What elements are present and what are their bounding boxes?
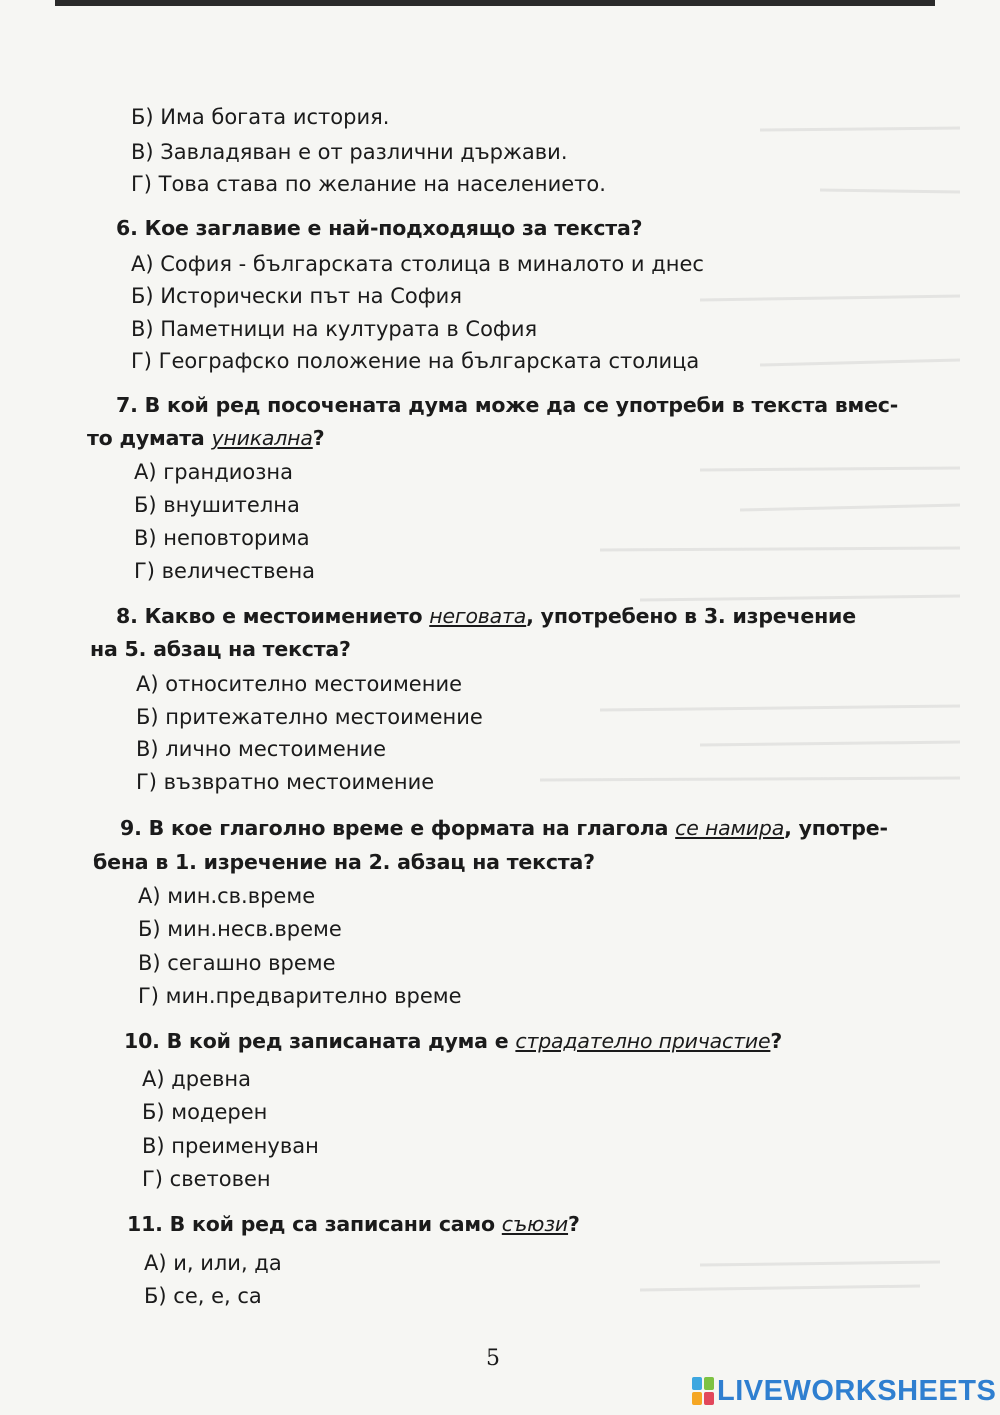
liveworksheets-brand[interactable] xyxy=(692,1374,996,1408)
top-border-rule xyxy=(55,0,935,6)
q5-option-b: Б) Има богата история. xyxy=(131,105,390,129)
q8-question-line1: 8. Какво е местоимението неговата, употребено в 3. изречение xyxy=(116,604,856,628)
q6-question: 6. Кое заглавие е най-подходящо за текста? xyxy=(116,216,643,240)
q7-question-line2: то думата уникална? xyxy=(87,426,325,450)
q9-option-a: А) мин.св.време xyxy=(138,884,316,908)
q10-option-b: Б) модерен xyxy=(142,1100,268,1124)
q7-question-line1: 7. В кой ред посочената дума може да се употреби в текста вмес- xyxy=(116,393,899,417)
q8-target-word: неговата xyxy=(429,604,527,628)
q10-target-word: страдателно причастие xyxy=(515,1029,771,1053)
q7-option-b: Б) внушителна xyxy=(134,493,300,517)
q11-question: 11. В кой ред са записани само съюзи? xyxy=(127,1212,580,1236)
q9-option-g: Г) мин.предварително време xyxy=(138,984,462,1008)
liveworksheets-logo-icon xyxy=(692,1377,714,1405)
brand-name: LIVEWORKSHEETS xyxy=(717,1374,997,1407)
q10-option-v: В) преименуван xyxy=(142,1134,319,1158)
q8-question-line2: на 5. абзац на текста? xyxy=(90,637,351,661)
q7-target-word: уникална xyxy=(211,426,313,450)
q10-question: 10. В кой ред записаната дума е страдателно причастие? xyxy=(124,1029,783,1053)
q10-option-a: А) древна xyxy=(142,1067,251,1091)
q9-target-word: се намира xyxy=(675,816,785,840)
q6-option-g: Г) Географско положение на българската столица xyxy=(131,349,700,373)
q8-option-v: В) лично местоимение xyxy=(136,737,387,761)
q11-option-a: А) и, или, да xyxy=(144,1251,282,1275)
q6-option-a: А) София - българската столица в миналото и днес xyxy=(131,252,704,276)
q7-option-v: В) неповторима xyxy=(134,526,310,550)
q11-option-b: Б) се, е, са xyxy=(144,1284,262,1308)
q9-question-line2: бена в 1. изречение на 2. абзац на текста? xyxy=(93,850,595,874)
q9-option-v: В) сегашно време xyxy=(138,951,336,975)
q6-option-v: В) Паметници на културата в София xyxy=(131,317,538,341)
page-number: 5 xyxy=(486,1346,500,1371)
q8-option-a: А) относително местоимение xyxy=(136,672,463,696)
q7-option-g: Г) величествена xyxy=(134,559,316,583)
q11-target-word: съюзи xyxy=(501,1212,569,1236)
q6-option-b: Б) Исторически път на София xyxy=(131,284,462,308)
q8-option-g: Г) възвратно местоимение xyxy=(136,770,435,794)
q10-option-g: Г) световен xyxy=(142,1167,271,1191)
q9-option-b: Б) мин.несв.време xyxy=(138,917,342,941)
q8-option-b: Б) притежателно местоимение xyxy=(136,705,483,729)
q5-option-g: Г) Това става по желание на населението. xyxy=(131,172,606,196)
q7-option-a: А) грандиозна xyxy=(134,460,293,484)
q5-option-v: В) Завладяван е от различни държави. xyxy=(131,140,568,164)
q9-question-line1: 9. В кое глаголно време е формата на глагола се намира, употре- xyxy=(120,816,888,840)
